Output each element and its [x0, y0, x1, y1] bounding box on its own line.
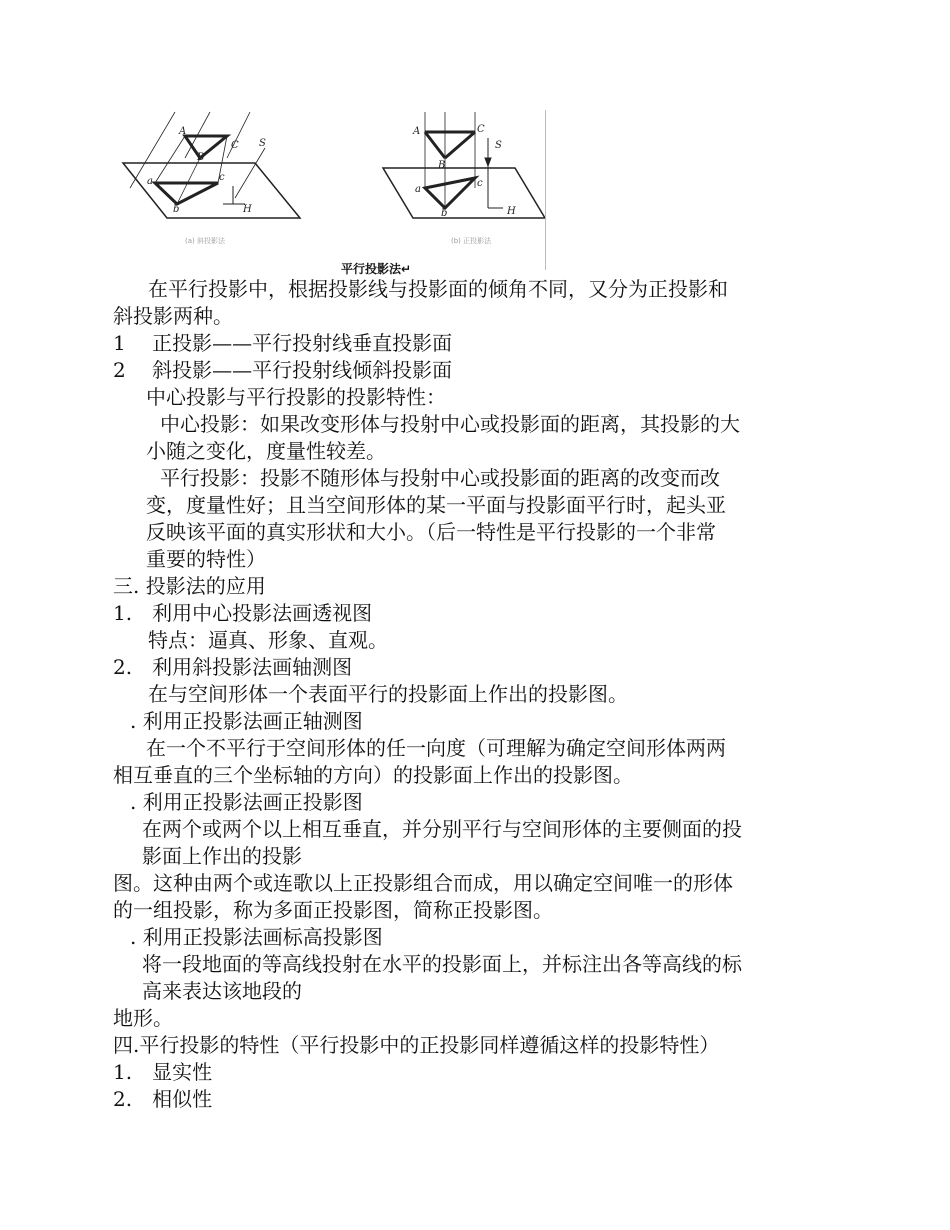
paragraph-line: 重要的特性）	[146, 547, 266, 571]
svg-text:H: H	[243, 204, 252, 215]
paragraph-line: 在平行投影中，根据投影线与投影面的倾角不同，又分为正投影和	[148, 277, 728, 301]
list-item: . 利用正投影法画正投影图	[130, 790, 363, 814]
caption-a: (a) 斜投影法	[185, 237, 225, 245]
section-heading: 四.平行投影的特性（平行投影中的正投影同样遵循这样的投影特性）	[113, 1033, 720, 1057]
paragraph-line: 将一段地面的等高线投射在水平的投影面上，并标注出各等高线的标	[142, 952, 742, 976]
oblique-projection-figure	[123, 112, 300, 218]
list-item: 1 正投影——平行投射线垂直投影面	[113, 331, 453, 355]
svg-text:C: C	[477, 124, 485, 135]
svg-text:A: A	[179, 126, 187, 137]
svg-text:C: C	[231, 140, 239, 151]
paragraph-line: 小随之变化，度量性较差。	[146, 439, 386, 463]
paragraph-line: 反映该平面的真实形状和大小。（后一特性是平行投影的一个非常	[146, 520, 716, 544]
paragraph-line: 图。这种由两个或连歌以上正投影组合而成，用以确定空间唯一的形体	[113, 871, 733, 895]
projection-diagram	[115, 108, 555, 280]
figure-b-labels	[412, 124, 516, 219]
paragraph-line: 平行投影：投影不随形体与投射中心或投影面的距离的改变而改	[160, 466, 720, 490]
paragraph-line: 特点：逼真、形象、直观。	[148, 628, 388, 652]
list-item: 2 斜投影——平行投射线倾斜投影面	[113, 358, 453, 382]
svg-text:B: B	[197, 152, 205, 163]
section-heading: 三. 投影法的应用	[113, 574, 266, 598]
paragraph-line: 斜投影两种。	[113, 304, 233, 328]
paragraph-line: 变，度量性好；且当空间形体的某一平面与投影面平行时，起头亚	[146, 493, 726, 517]
paragraph-line: 相互垂直的三个坐标轴的方向）的投影面上作出的投影图。	[113, 763, 633, 787]
list-item: . 利用正投影法画正轴测图	[130, 709, 363, 733]
svg-text:S: S	[259, 138, 266, 149]
list-item: . 利用正投影法画标高投影图	[130, 925, 383, 949]
figure-area	[115, 108, 555, 280]
paragraph-line: 中心投影：如果改变形体与投射中心或投影面的距离，其投影的大	[160, 412, 740, 436]
list-item: 2. 利用斜投影法画轴测图	[113, 655, 353, 679]
svg-text:H: H	[507, 206, 516, 217]
caption-b: (b) 正投影法	[451, 237, 492, 245]
paragraph-line: 地形。	[113, 1006, 173, 1030]
paragraph-line: 在两个或两个以上相互垂直，并分别平行与空间形体的主要侧面的投	[142, 817, 742, 841]
orthogonal-projection-figure	[383, 112, 545, 218]
list-item: 1. 显实性	[113, 1060, 213, 1084]
svg-text:A: A	[413, 126, 421, 137]
svg-text:b: b	[173, 204, 180, 215]
list-item: 2. 相似性	[113, 1087, 213, 1111]
svg-text:B: B	[438, 160, 446, 171]
svg-text:a: a	[415, 184, 421, 195]
paragraph-line: 在一个不平行于空间形体的任一向度（可理解为确定空间形体两两	[146, 736, 726, 760]
paragraph-line: 影面上作出的投影	[142, 844, 302, 868]
svg-text:c: c	[477, 178, 483, 189]
figure-title: 平行投影法↵	[341, 262, 412, 276]
figure-a-labels	[147, 126, 266, 215]
list-item: 1. 利用中心投影法画透视图	[113, 601, 373, 625]
paragraph-line: 在与空间形体一个表面平行的投影面上作出的投影图。	[148, 682, 628, 706]
svg-text:b: b	[441, 208, 448, 219]
paragraph-line: 高来表达该地段的	[142, 979, 302, 1003]
svg-text:a: a	[147, 176, 153, 187]
paragraph-line: 中心投影与平行投影的投影特性：	[146, 385, 446, 409]
divider-line	[545, 110, 546, 270]
paragraph-line: 的一组投影，称为多面正投影图，简称正投影图。	[113, 898, 553, 922]
svg-text:S: S	[495, 140, 502, 151]
svg-text:c: c	[219, 172, 225, 183]
